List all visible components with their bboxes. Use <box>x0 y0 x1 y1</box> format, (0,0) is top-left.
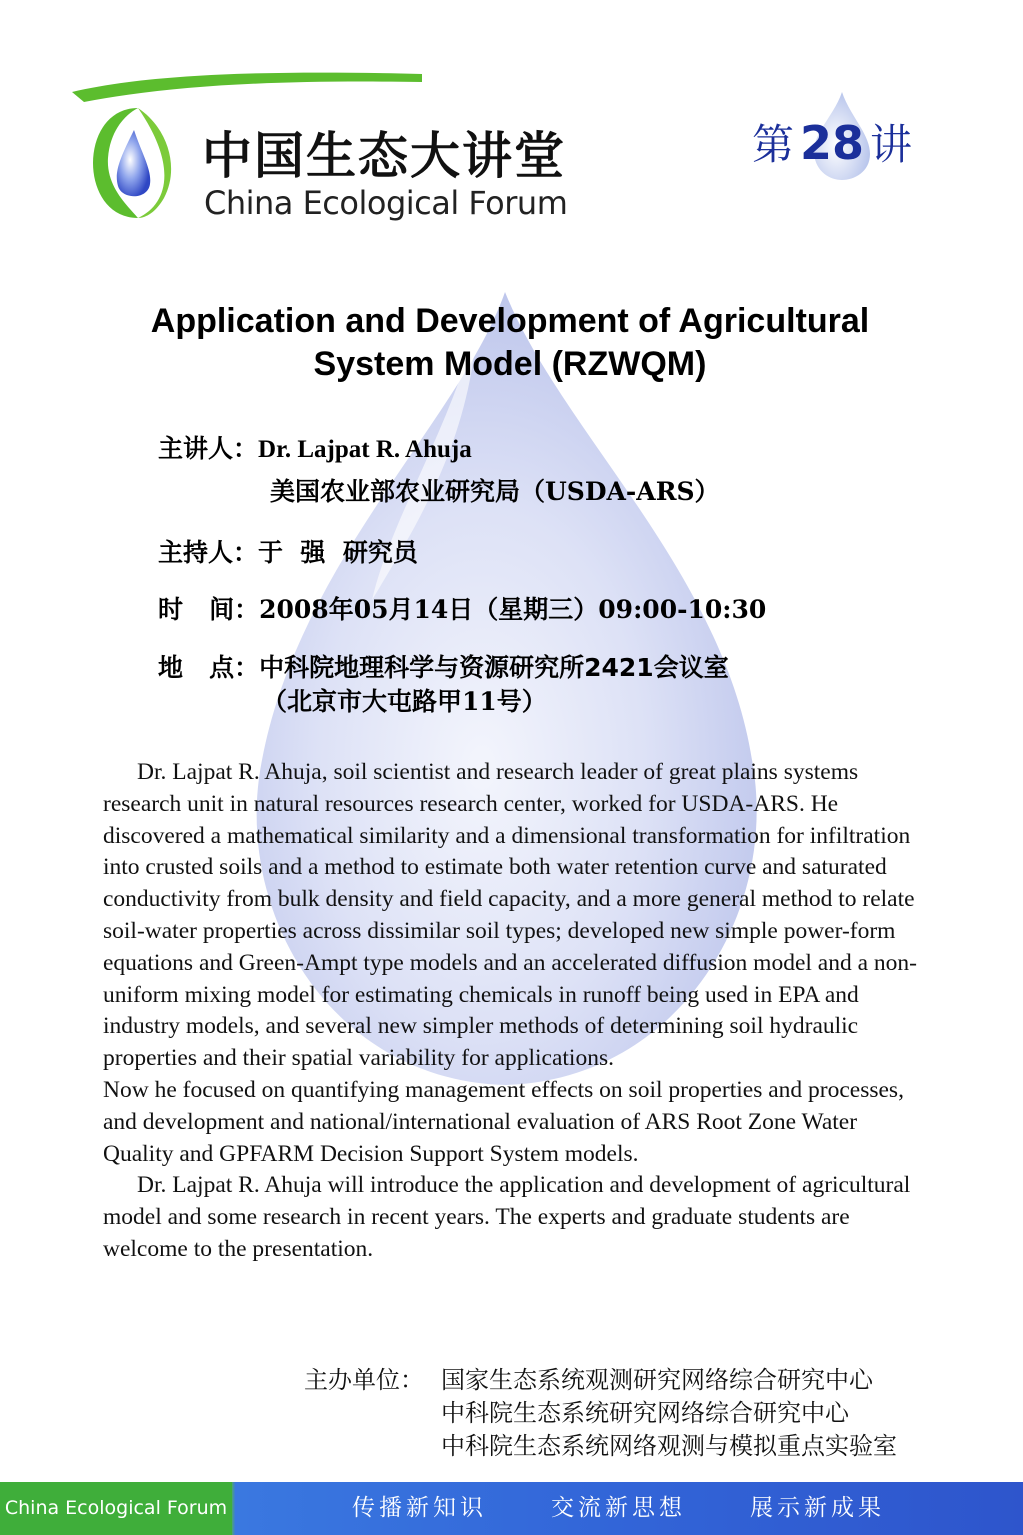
place-value: 中科院地理科学与资源研究所2421会议室 <box>259 653 729 682</box>
speaker-label: 主讲人： <box>158 434 259 463</box>
lecture-suffix: 讲 <box>870 120 913 169</box>
title-line-1: Application and Development of Agricultural <box>150 302 870 340</box>
talk-title <box>80 300 940 386</box>
time-row <box>158 590 766 626</box>
footer-slogan: 传播新知识 <box>352 1495 487 1521</box>
footer-slogan: 交流新思想 <box>551 1495 686 1521</box>
speaker-row <box>158 429 472 465</box>
host-row <box>158 533 418 569</box>
speaker-affiliation: 美国农业部农业研究局（USDA-ARS） <box>270 477 720 506</box>
lecture-number <box>752 112 912 172</box>
place-label: 地 点： <box>158 653 260 682</box>
china-ecological-forum-logo <box>68 68 588 233</box>
footer-brand: China Ecological Forum <box>0 1482 232 1535</box>
bio-paragraph-1: Dr. Lajpat R. Ahuja, soil scientist and research leader of great plains systems research unit in natural resources research center, worked for USDA-ARS. He discovered a mathematical similarity and a dimensional transformation for infiltration into crusted soils and a method to estimate both water retention curve and saturated conductivity from bulk density and field capacity, and a more general method to relate soil-water properties across dissimilar soil types; developed new simple power-form equations and Green-Ampt type models and an accelerated diffusion model and a non-uniform mixing model for estimating chemicals in runoff being used in EPA and industry models, and several new simpler methods of determining soil hydraulic properties and their spatial variability for applications. <box>103 759 917 1072</box>
speaker-name: Dr. Lajpat R. Ahuja <box>258 436 472 463</box>
logo-english-name: China Ecological Forum <box>204 184 568 222</box>
host-label: 主持人： <box>158 538 259 567</box>
bio-paragraph-2: Now he focused on quantifying management effects on soil properties and processes, and development and national/international evaluation of ARS Root Zone Water Quality and GPFARM Decision Support System models. <box>103 1076 904 1167</box>
bio-paragraph-3: Dr. Lajpat R. Ahuja will introduce the application and development of agricultural model and some research in recent years. The experts and graduate students are welcome to the presentation. <box>103 1172 911 1262</box>
footer-slogan: 展示新成果 <box>750 1495 885 1521</box>
time-label: 时 间： <box>158 595 260 624</box>
place-row <box>158 648 729 684</box>
time-value: 2008年05月14日（星期三）09:00-10:30 <box>259 595 767 624</box>
organizer-unit: 国家生态系统观测研究网络综合研究中心 <box>441 1366 873 1394</box>
title-line-2: System Model (RZWQM) <box>313 345 707 383</box>
footer-bar <box>0 1482 1023 1535</box>
lecture-number-value: 28 <box>800 116 865 170</box>
organizer-block <box>304 1364 897 1463</box>
host-value: 于 强 研究员 <box>258 538 418 567</box>
logo-swoosh <box>68 68 428 108</box>
organizer-unit: 中科院生态系统网络观测与模拟重点实验室 <box>441 1432 897 1460</box>
logo-chinese-name: 中国生态大讲堂 <box>202 127 566 185</box>
speaker-biography <box>103 757 923 1266</box>
organizer-unit: 中科院生态系统研究网络综合研究中心 <box>441 1399 849 1427</box>
lecture-prefix: 第 <box>752 120 795 169</box>
place-address: （北京市大屯路甲11号） <box>262 687 547 716</box>
organizer-label: 主办单位： <box>304 1366 424 1394</box>
